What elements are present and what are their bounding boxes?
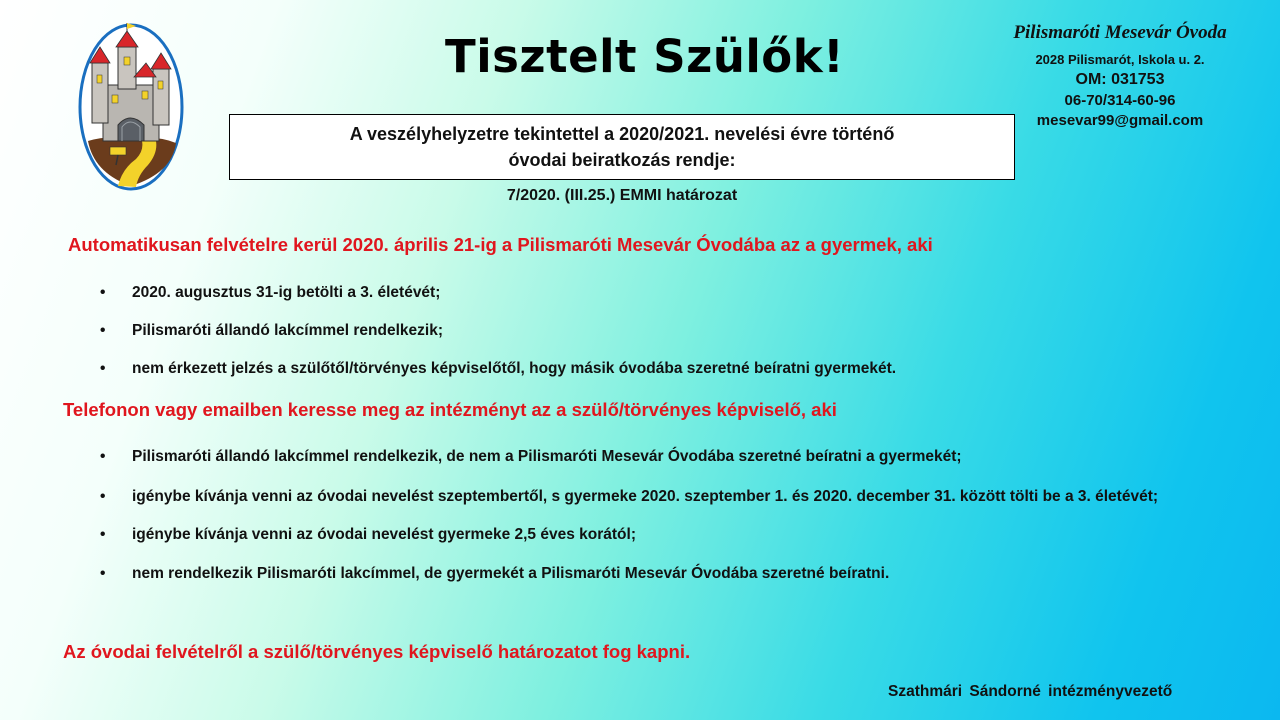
list-item: • igénybe kívánja venni az óvodai nevelést gyermeke 2,5 éves korától; xyxy=(100,525,1222,545)
section2-list xyxy=(100,447,1222,603)
notice-line-1: A veszélyhelyzetre tekintettel a 2020/2021. nevelési évre történő xyxy=(349,124,895,144)
phone-number: 06-70/314-60-96 xyxy=(1064,92,1176,109)
om-number: OM: 031753 xyxy=(1075,71,1165,88)
list-item: • nem érkezett jelzés a szülőtől/törvényes képviselőtől, hogy másik óvodába szeretné beíratni gyermekét. xyxy=(100,359,1222,397)
page-title: Tisztelt Szülők! xyxy=(445,30,845,83)
list-item: • nem rendelkezik Pilismaróti lakcímmel, de gyermekét a Pilismaróti Mesevár Óvodába szeretné beíratni. xyxy=(100,564,1222,584)
section1-heading: Automatikusan felvételre kerül 2020. április 21-ig a Pilismaróti Mesevár Óvodába az a gyermek, aki xyxy=(68,234,933,255)
notice-line-2: óvodai beiratkozás rendje: xyxy=(508,150,736,170)
institution-address: 2028 Pilismarót, Iskola u. 2. xyxy=(1035,52,1205,67)
signature: Szathmári Sándorné intézményvezető xyxy=(888,683,1173,700)
list-item: • igénybe kívánja venni az óvodai nevelést szeptembertől, s gyermeke 2020. szeptember 1. és 2020. december 31. között tölti be a 3. életévét; xyxy=(100,478,1222,515)
contact-block xyxy=(995,22,1245,129)
section2-heading: Telefonon vagy emailben keresse meg az intézményt az a szülő/törvényes képviselő, aki xyxy=(63,399,837,420)
email-address: mesevar99@gmail.com xyxy=(1036,112,1204,129)
closing-statement: Az óvodai felvételről a szülő/törvényes képviselő határozatot fog kapni. xyxy=(63,641,691,662)
castle-logo-icon xyxy=(78,23,184,191)
list-item: • 2020. augusztus 31-ig betölti a 3. életévét; xyxy=(100,283,1222,321)
section1-list xyxy=(100,283,1222,397)
notice-box xyxy=(229,114,1015,180)
decree-reference: 7/2020. (III.25.) EMMI határozat xyxy=(506,187,738,204)
list-item: • Pilismaróti állandó lakcímmel rendelkezik; xyxy=(100,321,1222,359)
list-item: • Pilismaróti állandó lakcímmel rendelkezik, de nem a Pilismaróti Mesevár Óvodába szeretné beíratni a gyermekét; xyxy=(100,447,1222,467)
institution-name: Pilismaróti Mesevár Óvoda xyxy=(1013,22,1227,43)
